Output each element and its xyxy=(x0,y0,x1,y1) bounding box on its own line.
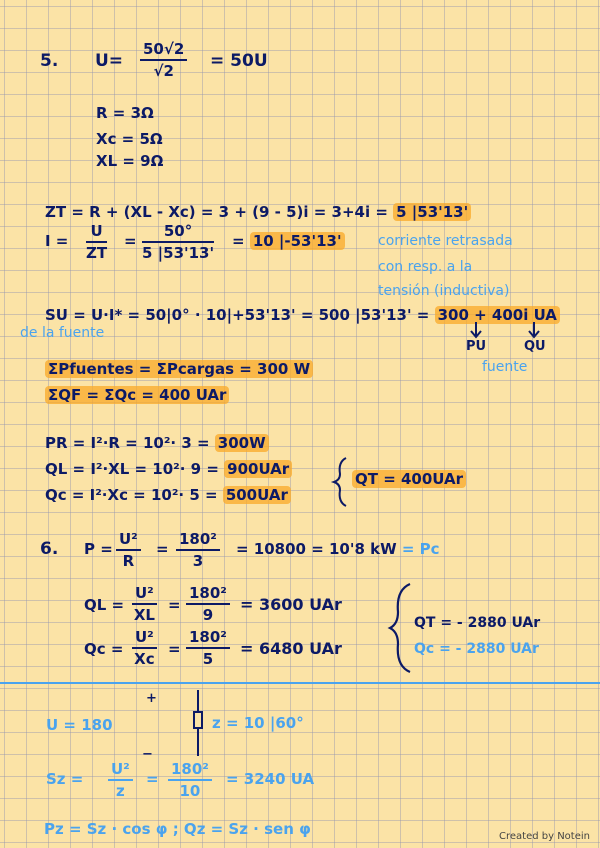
u-numerator: 50√2 xyxy=(140,40,187,61)
su-expression: SU = U·I* = 50|0° · 10|+53'13' = 500 |53'13' = xyxy=(45,306,430,324)
impedance-box xyxy=(194,712,202,728)
qt-result: QT = 400UAr xyxy=(352,470,466,488)
qt6-result: QT = - 2880 UAr xyxy=(414,615,541,631)
p-eq: = xyxy=(156,540,169,558)
note-line-3: tensión (inductiva) xyxy=(378,283,510,299)
xl-value: XL = 9Ω xyxy=(96,152,164,170)
brace-left-p6 xyxy=(390,584,410,672)
sum-q-text: ΣQF = ΣQc = 400 UAr xyxy=(45,386,229,404)
qc6-eq: = xyxy=(168,640,181,658)
sz-fraction-2-den: 10 xyxy=(179,782,201,800)
ql6-fraction-1-num: U² xyxy=(132,584,157,605)
pr-expression: PR = I²·R = 10²· 3 = xyxy=(45,434,210,452)
ql6-lhs: QL = xyxy=(84,596,125,614)
r-value: R = 3Ω xyxy=(96,104,154,122)
pu-label: PU xyxy=(466,339,487,354)
brace-left-p5 xyxy=(334,458,346,506)
i-result-value: 10 |-53'13' xyxy=(250,232,345,250)
zt-expression: ZT = R + (XL - Xc) = 3 + (9 - 5)i = 3+4i = xyxy=(45,203,388,221)
u-denominator: √2 xyxy=(153,62,174,80)
qc6-blue-result: Qc = - 2880 UAr xyxy=(414,641,539,657)
i-fraction-2-num: 50° xyxy=(142,222,214,243)
su-result: 300 + 400i UA xyxy=(435,306,560,324)
ql6-fraction-1-den: XL xyxy=(133,606,155,624)
i-fraction-1-den: ZT xyxy=(86,244,108,262)
qc6-fraction-2-den: 5 xyxy=(202,650,214,668)
ql-result: 900UAr xyxy=(224,460,292,478)
ql6-fraction-2-den: 9 xyxy=(202,606,214,624)
zt-result: 5 |53'13' xyxy=(393,203,471,221)
qc-result: 500UAr xyxy=(223,486,291,504)
qu-label: QU xyxy=(524,339,546,354)
qc6-lhs: Qc = xyxy=(84,640,124,658)
xc-value: Xc = 5Ω xyxy=(96,130,163,148)
pz-qz-formulas: Pz = Sz · cos φ ; Qz = Sz · sen φ xyxy=(44,820,311,838)
ql6-result: = 3600 UAr xyxy=(240,595,342,614)
plus-sign: + xyxy=(146,691,157,706)
arrow-down-qu xyxy=(529,322,539,337)
i-fraction-1-num: U xyxy=(86,222,107,243)
ql6-eq: = xyxy=(168,596,181,614)
impedance-value: z = 10 |60° xyxy=(212,714,304,732)
source-voltage: U = 180 xyxy=(46,716,113,734)
i-lhs: I = xyxy=(45,232,69,250)
p-fraction-2-num: 180² xyxy=(176,530,220,551)
p-result-blue: = Pc xyxy=(401,540,440,558)
sz-fraction-2-num: 180² xyxy=(168,760,212,781)
sz-eq: = xyxy=(146,770,159,788)
sz-result: = 3240 UA xyxy=(226,770,315,788)
u-rhs: = 50U xyxy=(210,51,268,71)
qc-expression: Qc = I²·Xc = 10²· 5 = xyxy=(45,486,218,504)
ql6-fraction-2-num: 180² xyxy=(186,584,230,605)
sz-fraction-1-den: z xyxy=(116,782,125,800)
qc6-fraction-2-num: 180² xyxy=(186,628,230,649)
pr-result: 300W xyxy=(215,434,269,452)
note-line-1: corriente retrasada xyxy=(378,233,513,249)
p-fraction-1-num: U² xyxy=(116,530,141,551)
i-fraction-2-den: 5 |53'13' xyxy=(142,244,215,262)
p-result-text: = 10800 = 10'8 kW xyxy=(236,540,397,558)
ql-expression: QL = I²·XL = 10²· 9 = xyxy=(45,460,219,478)
fuente-label: de la fuente xyxy=(20,325,105,341)
footer-credit: Created by Notein xyxy=(499,831,590,842)
sum-p-text: ΣPfuentes = ΣPcargas = 300 W xyxy=(45,360,313,378)
note-line-2: con resp. a la xyxy=(378,259,473,275)
sz-lhs: Sz = xyxy=(46,770,84,788)
qc6-fraction-1-den: Xc xyxy=(134,650,155,668)
problem-number-5: 5. xyxy=(40,51,59,71)
p-lhs: P = xyxy=(84,540,113,558)
qc6-result: = 6480 UAr xyxy=(240,639,342,658)
p-fraction-2-den: 3 xyxy=(192,552,204,570)
u-lhs: U= xyxy=(95,51,124,71)
problem-number-6: 6. xyxy=(40,539,59,559)
i-result-eq: = xyxy=(232,232,245,250)
i-eq: = xyxy=(124,232,137,250)
qc6-fraction-1-num: U² xyxy=(132,628,157,649)
sz-fraction-1-num: U² xyxy=(108,760,133,781)
minus-sign: − xyxy=(142,747,153,762)
fuente-under: fuente xyxy=(482,359,528,375)
arrow-down-pu xyxy=(471,322,481,337)
p-fraction-1-den: R xyxy=(122,552,135,570)
